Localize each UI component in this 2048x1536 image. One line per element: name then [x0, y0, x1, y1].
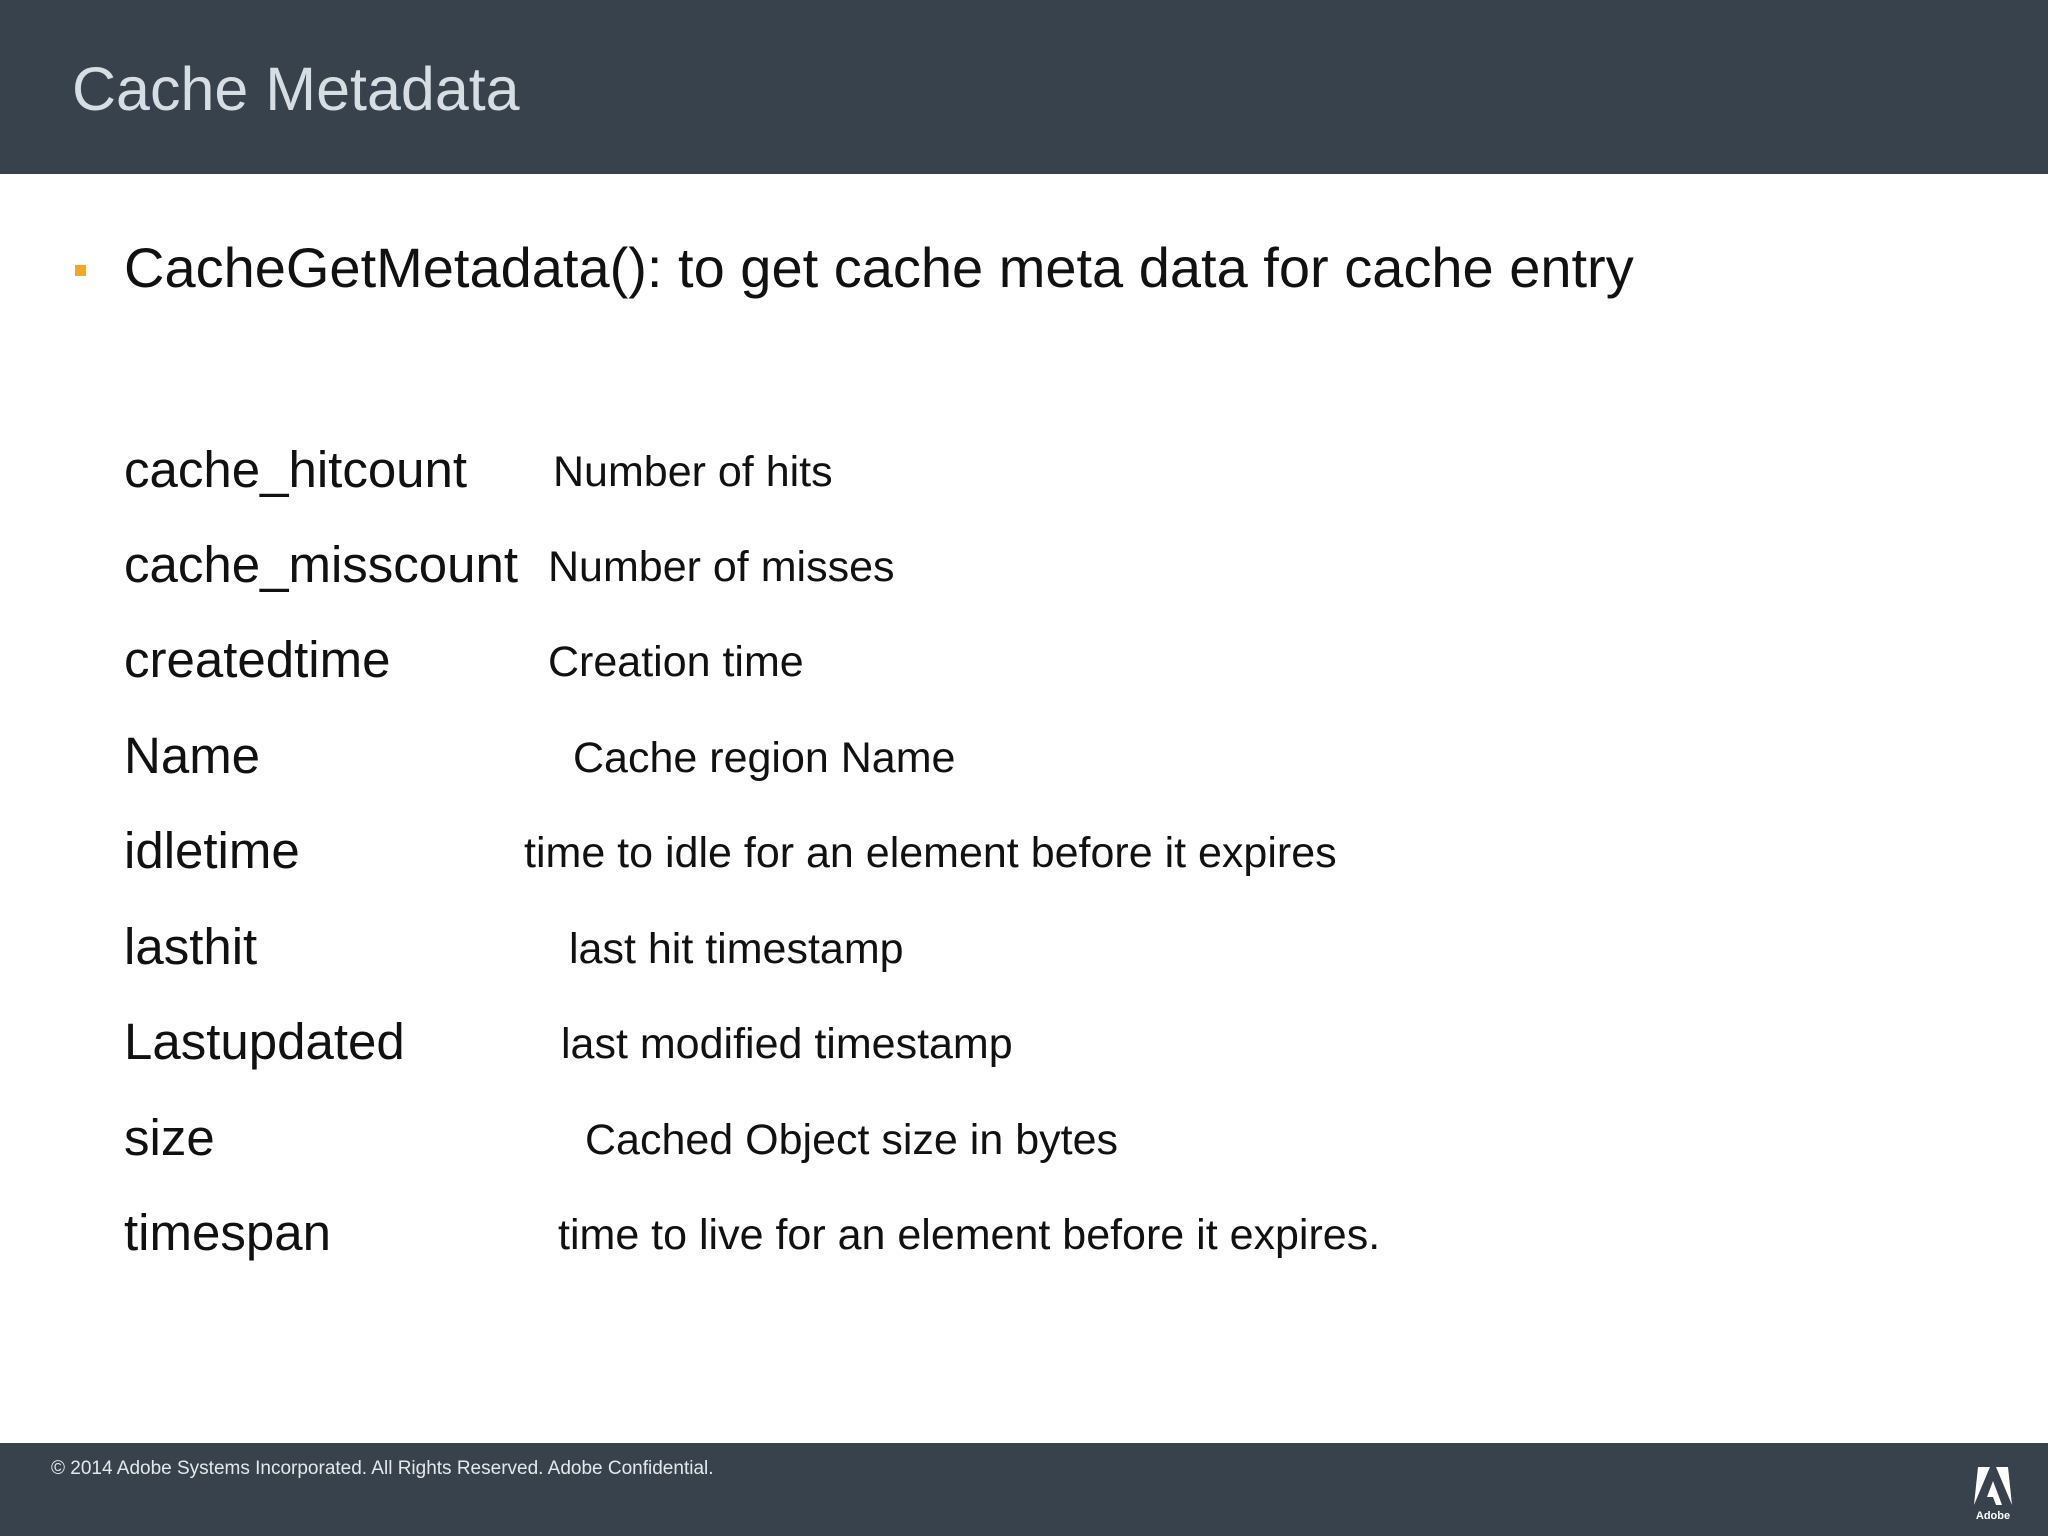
field-desc-name: Cache region Name [573, 734, 956, 782]
field-name-name: Name [124, 727, 261, 784]
field-name-lastupdated: Lastupdated [124, 1013, 405, 1070]
field-desc-lasthit: last hit timestamp [569, 925, 904, 973]
field-name-size: size [124, 1109, 215, 1166]
field-desc-createdtime: Creation time [548, 638, 804, 686]
field-desc-lastupdated: last modified timestamp [561, 1020, 1013, 1068]
field-desc-cache-hitcount: Number of hits [553, 448, 833, 496]
field-desc-timespan: time to live for an element before it expires. [558, 1211, 1381, 1259]
header-bar [0, 0, 2048, 174]
field-name-cache-misscount: cache_misscount [124, 536, 519, 593]
square-bullet-icon [75, 265, 86, 276]
bullet-text: CacheGetMetadata(): to get cache meta data for cache entry [124, 236, 1634, 299]
adobe-logo-mark [1970, 1465, 2016, 1507]
field-name-createdtime: createdtime [124, 631, 391, 688]
field-name-cache-hitcount: cache_hitcount [124, 441, 468, 498]
field-desc-size: Cached Object size in bytes [585, 1116, 1118, 1164]
field-name-idletime: idletime [124, 822, 300, 879]
field-desc-cache-misscount: Number of misses [548, 543, 895, 591]
footer-bar [0, 1443, 2048, 1536]
field-desc-idletime: time to idle for an element before it expires [524, 829, 1337, 877]
logo-wordmark: Adobe [1975, 1510, 2011, 1522]
adobe-logo-icon [1970, 1465, 2016, 1525]
field-name-lasthit: lasthit [124, 918, 258, 975]
field-name-timespan: timespan [124, 1204, 331, 1261]
copyright-notice: © 2014 Adobe Systems Incorporated. All Rights Reserved. Adobe Confidential. [51, 1458, 714, 1479]
slide-title: Cache Metadata [72, 55, 520, 123]
